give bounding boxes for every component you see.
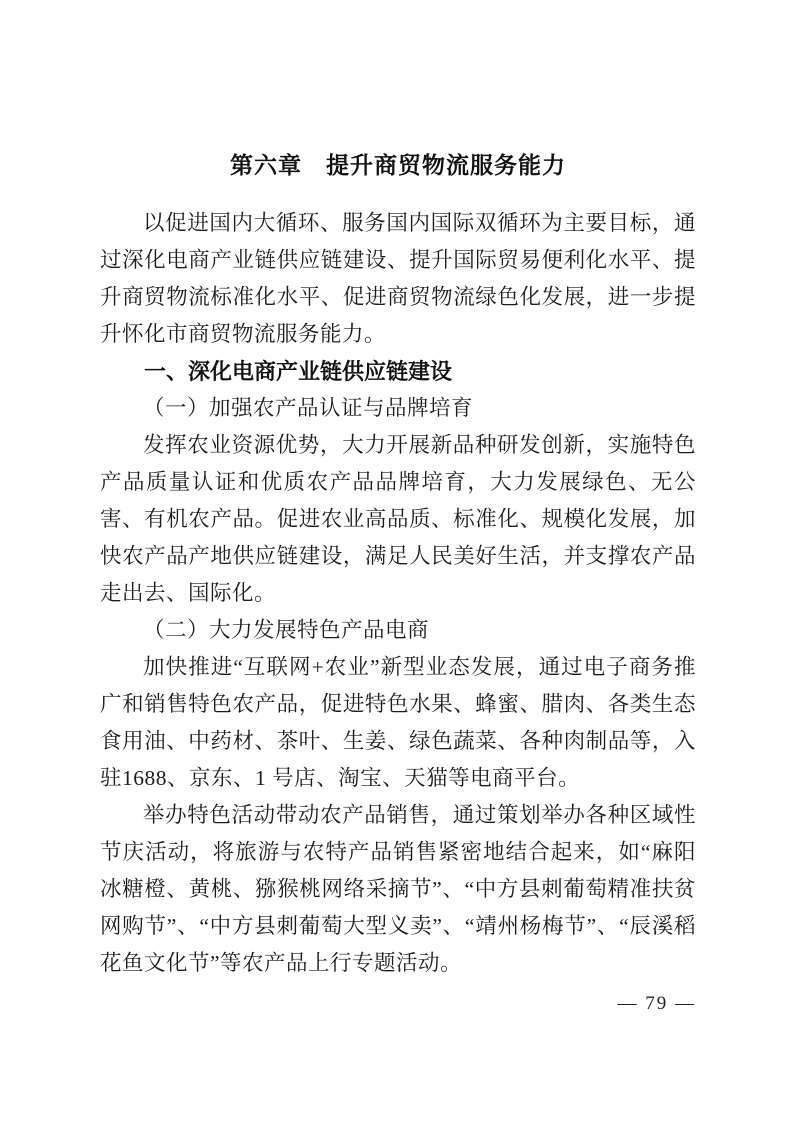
chapter-title: 第六章 提升商贸物流服务能力	[230, 152, 566, 178]
intro-paragraph: 以促进国内大循环、服务国内国际双循环为主要目标，通过深化电商产业链供应链建设、提升国际贸易便利化水平、提升商贸物流标准化水平、促进商贸物流绿色化发展，进一步提升怀化市商贸物流服务能力。	[100, 211, 696, 346]
page-number: — 79 —	[617, 993, 696, 1014]
subsection-1-paragraph: 发挥农业资源优势，大力开展新品种研发创新，实施特色产品质量认证和优质农产品品牌培育，大力发展绿色、无公害、有机农产品。促进农业高品质、标准化、规模化发展，加快农产品产地供应链建设，满足人民美好生活，并支撑农产品走出去、国际化。	[100, 433, 696, 605]
subsection-2-paragraph-1: 加快推进“互联网+农业”新型业态发展，通过电子商务推广和销售特色农产品，促进特色水果、蜂蜜、腊肉、各类生态食用油、中药材、茶叶、生姜、绿色蔬菜、各种肉制品等，入驻1688、京东、1 号店、淘宝、天猫等电商平台。	[100, 655, 696, 790]
section-1-heading: 一、深化电商产业链供应链建设	[144, 359, 453, 384]
subsection-2-paragraph-2: 举办特色活动带动农产品销售，通过策划举办各种区域性节庆活动，将旅游与农特产品销售紧密地结合起来，如“麻阳冰糖橙、黄桃、猕猴桃网络采摘节”、“中方县刺葡萄精准扶贫网购节”、“中方县刺葡萄大型义卖”、“靖州杨梅节”、“辰溪稻花鱼文化节”等农产品上行专题活动。	[100, 803, 696, 975]
page-content	[100, 149, 696, 982]
subsection-1-heading: （一）加强农产品认证与品牌培育	[143, 396, 474, 420]
subsection-2-heading: （二）大力发展特色产品电商	[143, 618, 430, 642]
